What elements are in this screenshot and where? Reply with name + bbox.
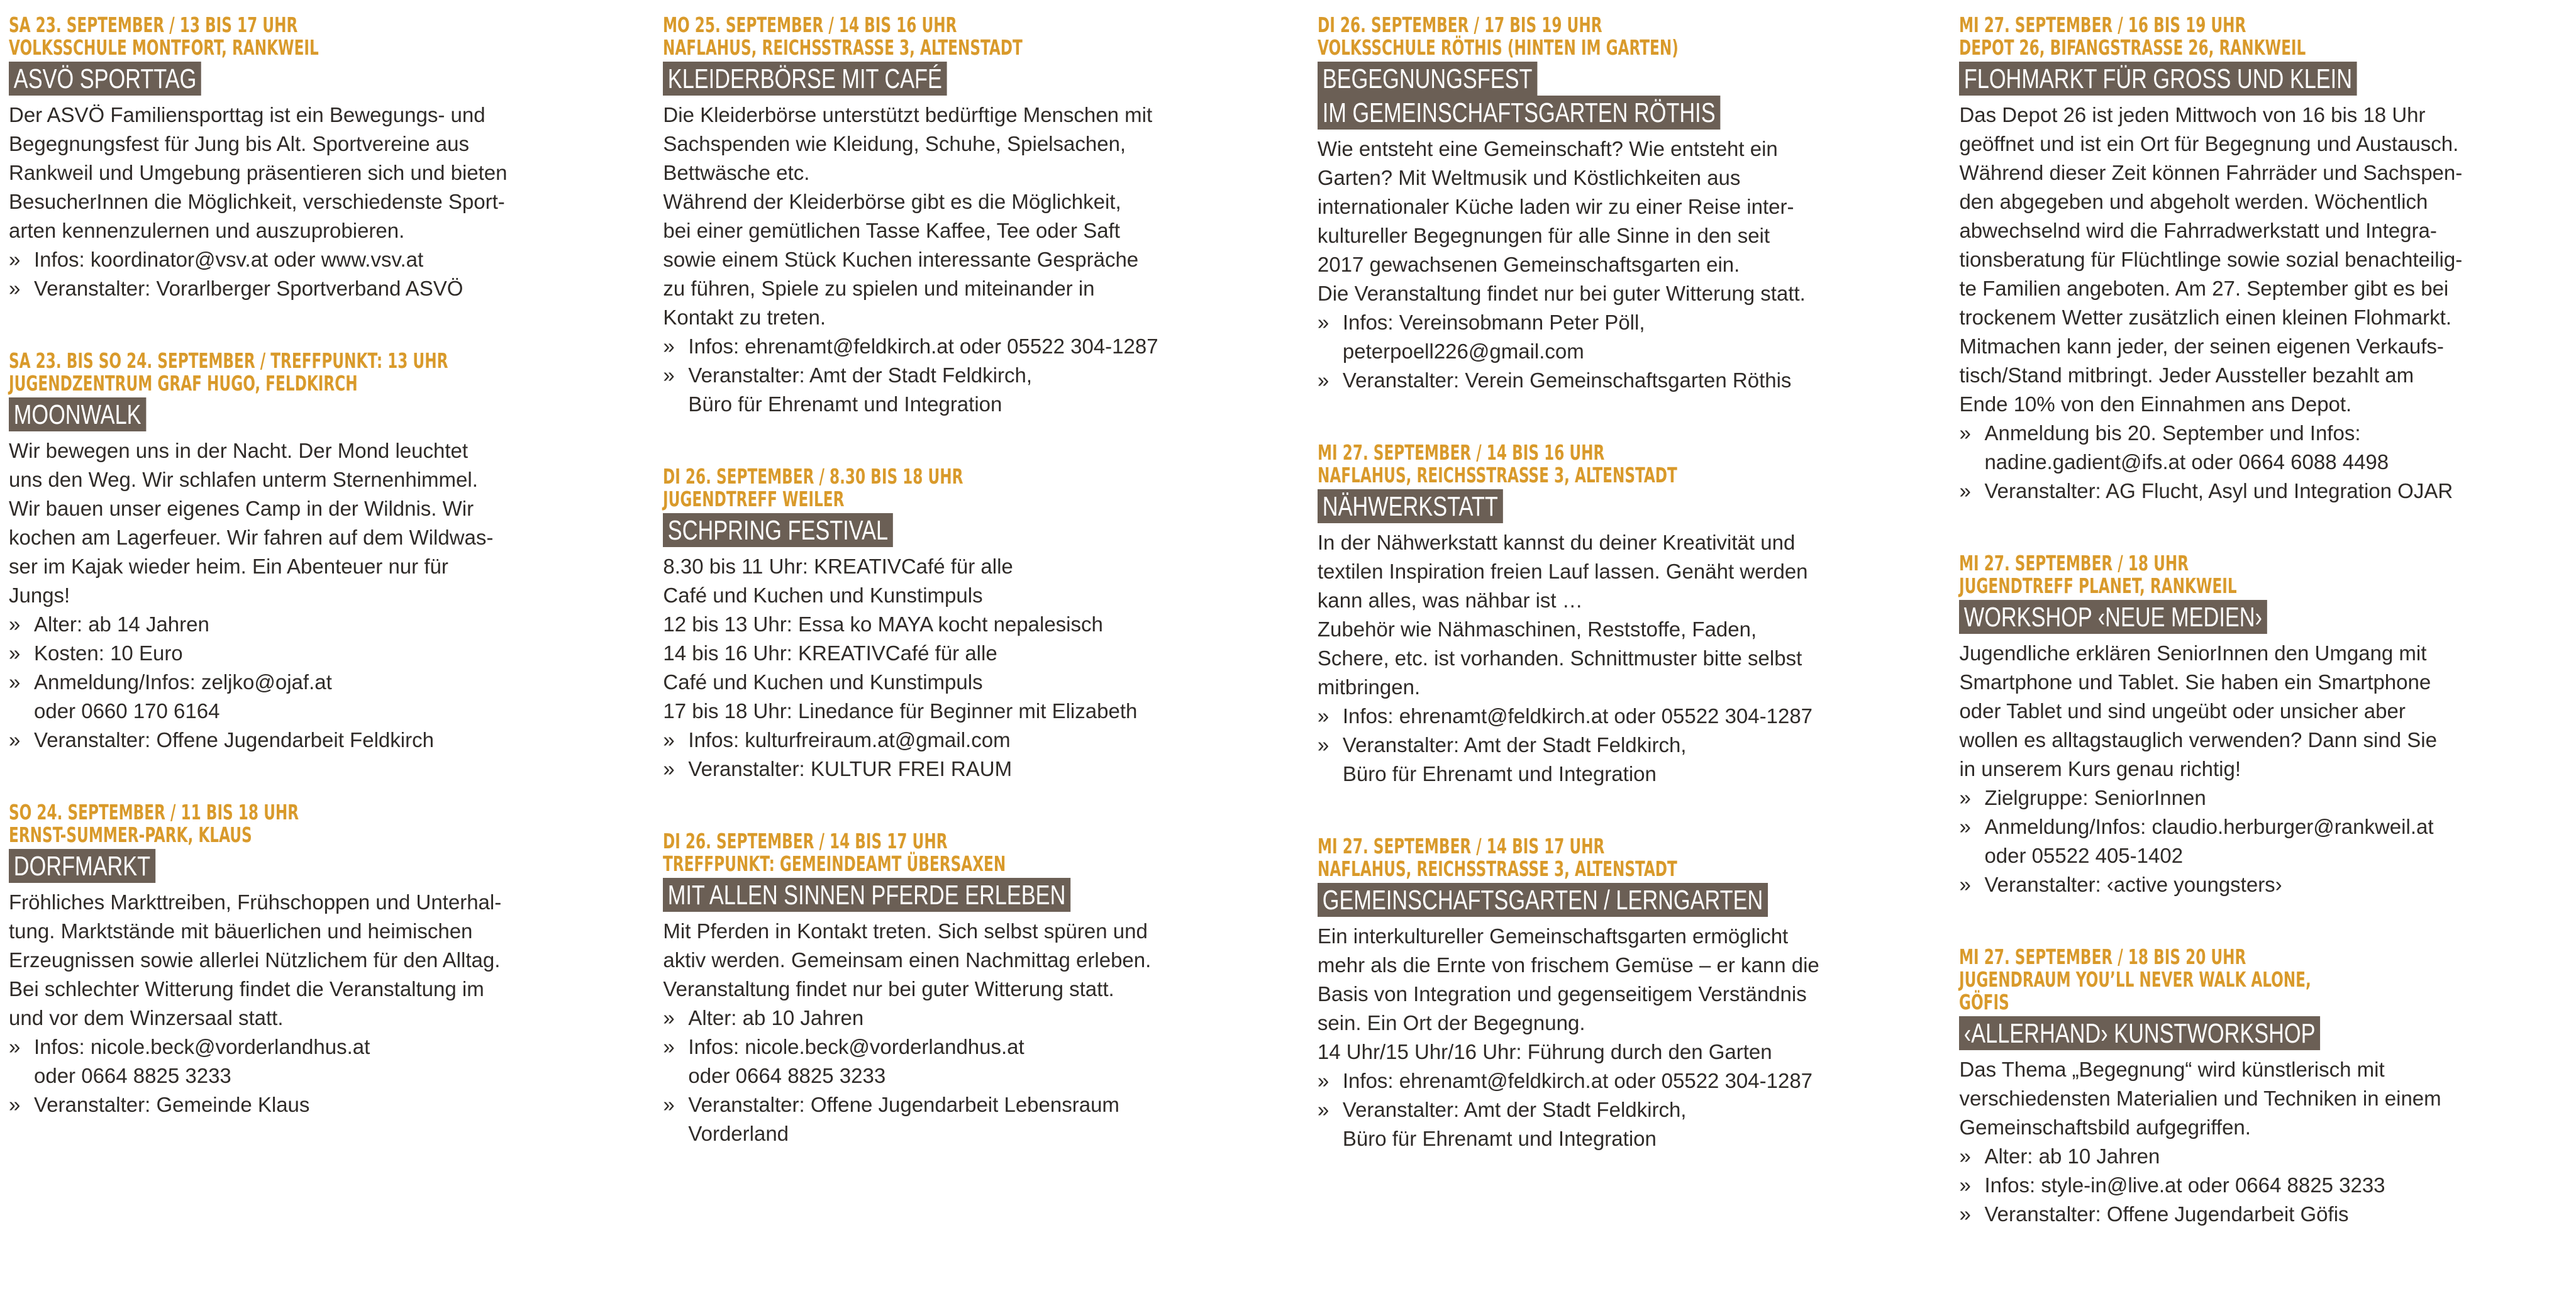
bullet-icon: »	[1959, 421, 1971, 445]
event-info-line	[9, 245, 613, 274]
event-entry	[9, 14, 613, 303]
event-entry	[663, 465, 1254, 784]
bullet-icon: »	[9, 277, 21, 300]
event-title: GEMEINSCHAFTSGARTEN / LERNGARTEN	[1318, 883, 1768, 917]
event-title-wrap	[663, 878, 1254, 912]
program-column-1	[9, 14, 650, 1308]
event-info-text: Veranstalter: Amt der Stadt Feldkirch, Büro für Ehrenamt und Integration	[1342, 1098, 1687, 1150]
bullet-icon: »	[9, 1093, 21, 1116]
event-info-text: Infos: kulturfreiraum.at@gmail.com	[688, 728, 1011, 751]
event-date-location: MO 25. SEPTEMBER / 14 BIS 16 UHR	[663, 13, 957, 37]
event-info-text: Kosten: 10 Euro	[34, 641, 183, 665]
event-info-text: Veranstalter: Amt der Stadt Feldkirch, Büro für Ehrenamt und Integration	[688, 363, 1032, 416]
event-description: Fröhliches Markttreiben, Frühschoppen und Unterhal- tung. Marktstände mit bäuerlichen und heimischen Erzeugnissen sowie allerlei Nützlichem für den Alltag. Bei schlechter Witterung findet die Veranstaltung im und vor dem Winzersaal statt.	[9, 890, 502, 1029]
bullet-icon: »	[1959, 786, 1971, 809]
event-title-wrap	[1318, 489, 1897, 523]
event-title-wrap	[1959, 1016, 2538, 1050]
event-title: WORKSHOP ‹NEUE MEDIEN›	[1959, 600, 2267, 634]
event-info-line	[1959, 1200, 2538, 1229]
program-column-2	[650, 14, 1292, 1308]
event-info-line	[9, 1090, 613, 1119]
event-info-text: Infos: koordinator@vsv.at oder www.vsv.at	[34, 248, 424, 271]
event-date-location: ERNST-SUMMER-PARK, KLAUS	[9, 823, 252, 847]
event-info-line	[1318, 702, 1897, 731]
event-info-text: Infos: ehrenamt@feldkirch.at oder 05522 304-1287	[1342, 1069, 1813, 1092]
event-date-location: MI 27. SEPTEMBER / 18 BIS 20 UHR	[1959, 945, 2246, 969]
event-date-location: MI 27. SEPTEMBER / 16 BIS 19 UHR	[1959, 13, 2246, 37]
event-info-text: Veranstalter: Offene Jugendarbeit Feldkirch	[34, 728, 434, 751]
event-info-line	[1959, 812, 2538, 870]
event-info-text: Anmeldung bis 20. September und Infos: nadine.gadient@ifs.at oder 0664 6088 4498	[1984, 421, 2389, 474]
event-info-line	[1318, 308, 1897, 366]
event-entry	[1959, 14, 2538, 506]
bullet-icon: »	[1317, 369, 1330, 392]
bullet-icon: »	[663, 363, 675, 387]
event-date-location: JUGENDTREFF WEILER	[663, 487, 845, 511]
event-info-text: Zielgruppe: SeniorInnen	[1984, 786, 2206, 809]
event-date-location: GÖFIS	[1959, 990, 2010, 1014]
event-info-line	[9, 274, 613, 303]
event-info-text: Veranstalter: KULTUR FREI RAUM	[688, 757, 1013, 780]
bullet-icon: »	[663, 1006, 675, 1029]
event-info-text: Veranstalter: Offene Jugendarbeit Göfis	[1984, 1202, 2349, 1226]
bullet-icon: »	[9, 670, 21, 694]
event-info-line	[663, 361, 1254, 419]
bullet-icon: »	[9, 612, 21, 636]
event-info-text: Veranstalter: Offene Jugendarbeit Lebensraum Vorderland	[688, 1093, 1119, 1145]
event-title: ASVÖ SPORTTAG	[9, 62, 201, 96]
event-description: Ein interkultureller Gemeinschaftsgarten ermöglicht mehr als die Ernte von frischem Gemüse – er kann die Basis von Integration und gegenseitigem Verständnis sein. Ein Ort der Begegnung. 14 Uhr/15 Uhr/16 Uhr: Führung durch den Garten	[1317, 924, 1819, 1063]
bullet-icon: »	[1959, 815, 1971, 838]
event-info-line	[9, 668, 613, 726]
event-info-line	[663, 1004, 1254, 1033]
event-date-location: NAFLAHUS, REICHSSTRASSE 3, ALTENSTADT	[1317, 856, 1677, 881]
event-title-wrap	[9, 397, 613, 431]
event-date-location: MI 27. SEPTEMBER / 14 BIS 17 UHR	[1317, 834, 1605, 858]
event-description: Mit Pferden in Kontakt treten. Sich selbst spüren und aktiv werden. Gemeinsam einen Nachmittag erleben. Veranstaltung findet nur bei guter Witterung statt.	[663, 919, 1152, 1000]
event-info-text: Alter: ab 10 Jahren	[688, 1006, 864, 1029]
event-entry	[9, 801, 613, 1119]
bullet-icon: »	[9, 641, 21, 665]
event-info-line	[1318, 366, 1897, 395]
bullet-icon: »	[663, 1035, 675, 1058]
event-info-line	[9, 726, 613, 755]
event-info-line	[1318, 731, 1897, 789]
event-info-line	[663, 332, 1254, 361]
event-date-location: SA 23. BIS SO 24. SEPTEMBER / TREFFPUNKT: 13 UHR	[9, 348, 448, 373]
event-title: FLOHMARKT FÜR GROSS UND KLEIN	[1959, 62, 2357, 96]
event-info-line	[1959, 1171, 2538, 1200]
event-title-wrap	[1959, 62, 2538, 96]
event-info-line	[1318, 1067, 1897, 1095]
event-date-location: JUGENDTREFF PLANET, RANKWEIL	[1959, 574, 2238, 598]
program-column-3	[1292, 14, 1935, 1308]
event-description: In der Nähwerkstatt kannst du deiner Kreativität und textilen Inspiration freien Lauf lassen. Genäht werden kann alles, was nähbar ist … Zubehör wie Nähmaschinen, Reststoffe, Faden, Schere, etc. ist vorhanden. Schnittmuster bitte selbst mitbringen.	[1317, 531, 1808, 699]
bullet-icon: »	[9, 728, 21, 751]
event-date-location: DI 26. SEPTEMBER / 14 BIS 17 UHR	[663, 829, 948, 853]
bullet-icon: »	[9, 248, 21, 271]
event-entry	[663, 14, 1254, 419]
event-title-wrap	[663, 513, 1254, 547]
event-info-line	[663, 726, 1254, 755]
event-info-text: Infos: nicole.beck@vorderlandhus.at oder 0664 8825 3233	[688, 1035, 1024, 1087]
event-description: Wir bewegen uns in der Nacht. Der Mond leuchtet uns den Weg. Wir schlafen unterm Sternenhimmel. Wir bauen unser eigenes Camp in der Wildnis. Wir kochen am Lagerfeuer. Wir fahren auf dem Wildwas- ser im Kajak wieder heim. Ein Abenteuer nur für Jungs!	[9, 439, 494, 607]
event-info-line	[9, 1033, 613, 1090]
event-info-text: Veranstalter: Amt der Stadt Feldkirch, Büro für Ehrenamt und Integration	[1342, 733, 1687, 785]
event-info-line	[663, 755, 1254, 784]
bullet-icon: »	[1317, 1098, 1330, 1121]
event-title-wrap	[1318, 62, 1897, 130]
bullet-icon: »	[1317, 704, 1330, 728]
event-entry	[663, 830, 1254, 1148]
event-date-location: SO 24. SEPTEMBER / 11 BIS 18 UHR	[9, 800, 299, 824]
event-date-location: NAFLAHUS, REICHSSTRASSE 3, ALTENSTADT	[663, 35, 1023, 60]
event-entry	[1959, 946, 2538, 1229]
program-column-4	[1934, 14, 2576, 1308]
event-entry	[1318, 835, 1897, 1153]
event-info-line	[663, 1090, 1254, 1148]
event-description: Die Kleiderbörse unterstützt bedürftige Menschen mit Sachspenden wie Kleidung, Schuhe, Spielsachen, Bettwäsche etc. Während der Kleiderbörse gibt es die Möglichkeit, bei einer gemütlichen Tasse Kaffee, Tee oder Saft sowie einem Stück Kuchen interessante Gespräche zu führen, Spiele zu spielen und miteinander in Kontakt zu treten.	[663, 103, 1153, 329]
event-entry	[9, 350, 613, 755]
event-date-location: JUGENDZENTRUM GRAF HUGO, FELDKIRCH	[9, 371, 358, 396]
event-title: SCHPRING FESTIVAL	[663, 513, 893, 547]
event-info-text: Veranstalter: Vorarlberger Sportverband ASVÖ	[34, 277, 464, 300]
bullet-icon: »	[9, 1035, 21, 1058]
event-entry	[1959, 552, 2538, 899]
event-description: Der ASVÖ Familiensporttag ist ein Bewegungs- und Begegnungsfest für Jung bis Alt. Sportvereine aus Rankweil und Umgebung präsentieren sich und bieten BesucherInnen die Möglichkeit, verschiedenste Sport- arten kennenzulernen und auszuprobieren.	[9, 103, 508, 242]
event-date-location: MI 27. SEPTEMBER / 14 BIS 16 UHR	[1317, 440, 1605, 465]
event-date-location: NAFLAHUS, REICHSSTRASSE 3, ALTENSTADT	[1317, 463, 1677, 487]
event-entry	[1318, 441, 1897, 789]
event-date-location: SA 23. SEPTEMBER / 13 BIS 17 UHR	[9, 13, 298, 37]
bullet-icon: »	[1959, 479, 1971, 502]
event-entry	[1318, 14, 1897, 395]
event-info-text: Veranstalter: ‹active youngsters›	[1984, 873, 2282, 896]
event-info-line	[1959, 870, 2538, 899]
event-title-wrap	[9, 62, 613, 96]
event-date-location: VOLKSSCHULE RÖTHIS (HINTEN IM GARTEN)	[1317, 35, 1679, 60]
bullet-icon: »	[1959, 1144, 1971, 1168]
event-info-text: Alter: ab 14 Jahren	[34, 612, 209, 636]
event-title: ‹ALLERHAND› KUNSTWORKSHOP	[1959, 1016, 2320, 1050]
bullet-icon: »	[1959, 1173, 1971, 1197]
event-info-line	[1959, 1142, 2538, 1171]
event-info-text: Infos: style-in@live.at oder 0664 8825 3233	[1984, 1173, 2385, 1197]
event-info-text: Veranstalter: Verein Gemeinschaftsgarten Röthis	[1342, 369, 1792, 392]
event-title: DORFMARKT	[9, 849, 155, 883]
event-info-line	[1959, 477, 2538, 506]
event-date-location: TREFFPUNKT: GEMEINDEAMT ÜBERSAXEN	[663, 851, 1006, 876]
bullet-icon: »	[1317, 1069, 1330, 1092]
event-description: Jugendliche erklären SeniorInnen den Umgang mit Smartphone und Tablet. Sie haben ein Smartphone oder Tablet und sind ungeübt oder unsicher aber wollen es alltagstauglich verwenden? Dann sind Sie in unserem Kurs genau richtig!	[1959, 641, 2437, 780]
event-title: NÄHWERKSTATT	[1318, 489, 1503, 523]
event-info-line	[1959, 419, 2538, 477]
bullet-icon: »	[663, 728, 675, 751]
event-title-wrap	[1959, 600, 2538, 634]
event-title: MOONWALK	[9, 397, 146, 431]
event-date-location: DI 26. SEPTEMBER / 8.30 BIS 18 UHR	[663, 464, 963, 489]
event-info-text: Alter: ab 10 Jahren	[1984, 1144, 2160, 1168]
event-title: IM GEMEINSCHAFTSGARTEN RÖTHIS	[1318, 96, 1720, 130]
event-title-wrap	[9, 849, 613, 883]
event-info-line	[1318, 1095, 1897, 1153]
event-info-line	[663, 1033, 1254, 1090]
event-info-text: Anmeldung/Infos: claudio.herburger@rankweil.at oder 05522 405-1402	[1984, 815, 2434, 867]
event-date-location: JUGENDRAUM YOU’LL NEVER WALK ALONE,	[1959, 967, 2312, 992]
bullet-icon: »	[663, 1093, 675, 1116]
event-description: Wie entsteht eine Gemeinschaft? Wie entsteht ein Garten? Mit Weltmusik und Köstlichkeiten aus internationaler Küche laden wir zu einer Reise inter- kultureller Begegnungen für alle Sinne in den seit 2017 gewachsenen Gemeinschaftsgarten ein. Die Veranstaltung findet nur bei guter Witterung statt.	[1317, 137, 1806, 305]
event-title-wrap	[1318, 883, 1897, 917]
event-info-text: Infos: Vereinsobmann Peter Pöll, peterpoell226@gmail.com	[1342, 311, 1645, 363]
event-title: MIT ALLEN SINNEN PFERDE ERLEBEN	[663, 878, 1070, 912]
event-info-line	[9, 639, 613, 668]
event-title-wrap	[663, 62, 1254, 96]
event-info-text: Infos: ehrenamt@feldkirch.at oder 05522 304-1287	[688, 335, 1158, 358]
event-date-location: DEPOT 26, BIFANGSTRASSE 26, RANKWEIL	[1959, 35, 2306, 60]
event-info-text: Infos: ehrenamt@feldkirch.at oder 05522 304-1287	[1342, 704, 1813, 728]
bullet-icon: »	[1959, 873, 1971, 896]
event-info-line	[9, 610, 613, 639]
event-title: KLEIDERBÖRSE MIT CAFÉ	[663, 62, 947, 96]
event-description: 8.30 bis 11 Uhr: KREATIVCafé für alle Café und Kuchen und Kunstimpuls 12 bis 13 Uhr: Essa ko MAYA kocht nepalesisch 14 bis 16 Uhr: KREATIVCafé für alle Café und Kuchen und Kunstimpuls 17 bis 18 Uhr: Linedance für Beginner mit Elizabeth	[663, 555, 1138, 723]
bullet-icon: »	[663, 757, 675, 780]
bullet-icon: »	[663, 335, 675, 358]
event-info-text: Veranstalter: AG Flucht, Asyl und Integration OJAR	[1984, 479, 2453, 502]
event-info-text: Anmeldung/Infos: zeljko@ojaf.at oder 0660 170 6164	[34, 670, 332, 723]
event-description: Das Thema „Begegnung“ wird künstlerisch mit verschiedensten Materialien und Techniken in einem Gemeinschaftsbild aufgegriffen.	[1959, 1058, 2441, 1139]
event-info-text: Veranstalter: Gemeinde Klaus	[34, 1093, 310, 1116]
event-date-location: VOLKSSCHULE MONTFORT, RANKWEIL	[9, 35, 319, 60]
event-info-text: Infos: nicole.beck@vorderlandhus.at oder 0664 8825 3233	[34, 1035, 370, 1087]
event-date-location: MI 27. SEPTEMBER / 18 UHR	[1959, 551, 2189, 575]
bullet-icon: »	[1317, 733, 1330, 757]
event-description: Das Depot 26 ist jeden Mittwoch von 16 bis 18 Uhr geöffnet und ist ein Ort für Begegnung und Austausch. Während dieser Zeit können Fahrräder und Sachspen- den abgegeben und abgeholt werden. Wöchentlich abwechselnd wird die Fahrradwerkstatt und Integra- tionsberatung für Flüchtlinge sowie sozial benachteilig- te Familien angeboten. Am 27. September gibt es bei trockenem Wetter zusätzlich einen kleinen Flohmarkt. Mitmachen kann jeder, der seinen eigenen Verkaufs- tisch/Stand mitbringt. Jeder Aussteller bezahlt am Ende 10% von den Einnahmen ans Depot.	[1959, 103, 2463, 416]
event-title: BEGEGNUNGSFEST	[1318, 62, 1537, 96]
bullet-icon: »	[1317, 311, 1330, 334]
bullet-icon: »	[1959, 1202, 1971, 1226]
event-date-location: DI 26. SEPTEMBER / 17 BIS 19 UHR	[1317, 13, 1602, 37]
event-info-line	[1959, 784, 2538, 812]
